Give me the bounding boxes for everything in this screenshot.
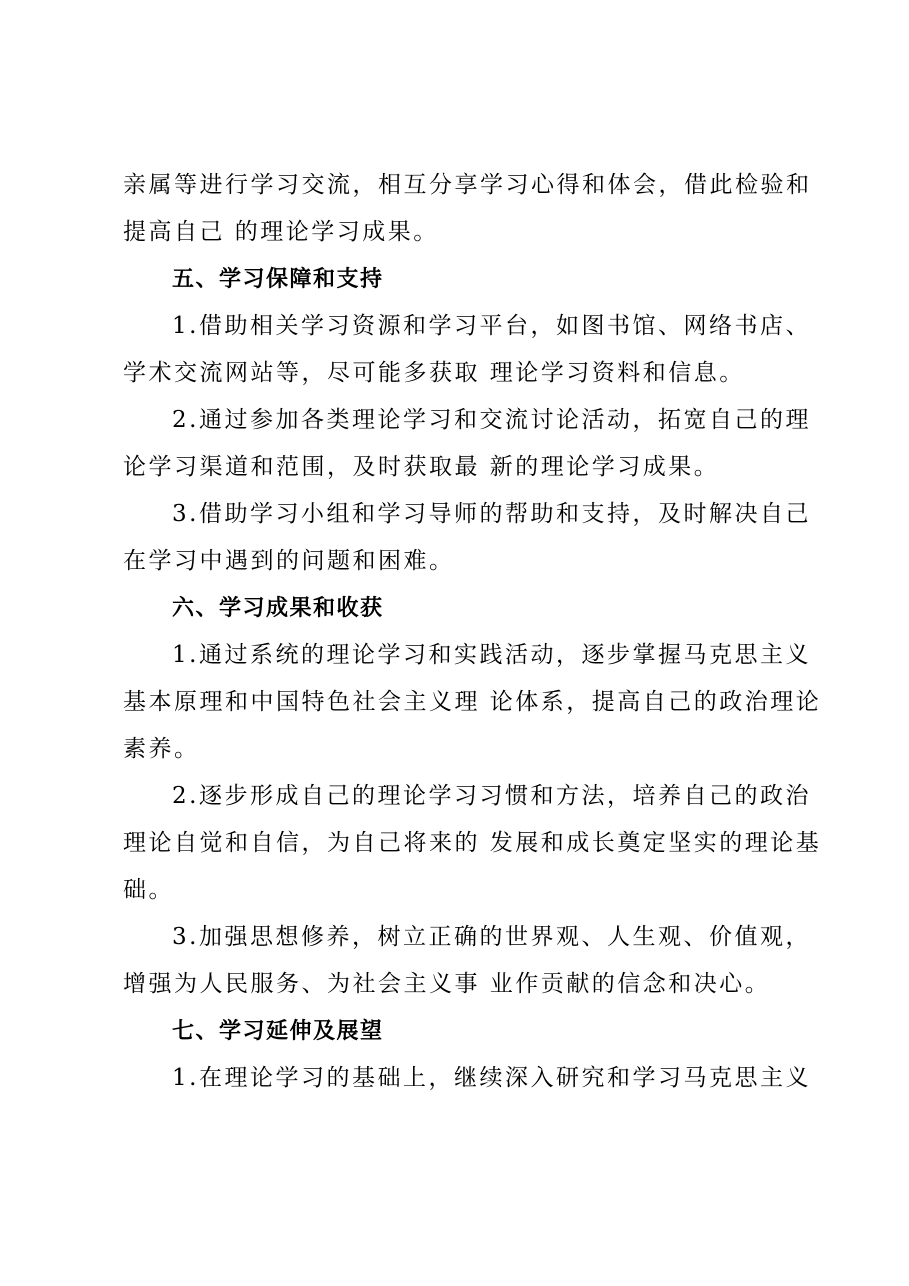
- heading-text: 六、学习成果和收获: [172, 596, 384, 621]
- text-line: 3.借助学习小组和学习导师的帮助和支持，及时解决自己: [172, 501, 811, 527]
- text-line: 增强为人民服务、为社会主义事 业作贡献的信念和决心。: [123, 971, 771, 997]
- paragraph-item: [123, 397, 811, 491]
- text-line: 在学习中遇到的问题和困难。: [123, 548, 455, 574]
- paragraph-item: [123, 773, 822, 914]
- document-body: [123, 162, 822, 1102]
- paragraph-item: [123, 303, 811, 397]
- text-line: 3.加强思想修养，树立正确的世界观、人生观、价值观，: [172, 924, 811, 950]
- text-line: 理论自觉和自信，为自己将来的 发展和成长奠定坚实的理论基: [123, 830, 822, 856]
- text-line: 2.通过参加各类理论学习和交流讨论活动，拓宽自己的理: [172, 407, 811, 433]
- section-heading-5: [123, 256, 803, 303]
- text-line: 论学习渠道和范围，及时获取最 新的理论学习成果。: [123, 454, 720, 480]
- paragraph-item: [123, 1055, 811, 1102]
- text-line: 学术交流网站等，尽可能多获取 理论学习资料和信息。: [123, 360, 745, 386]
- paragraph-item: [123, 914, 811, 1008]
- text-line: 2.逐步形成自己的理论学习习惯和方法，培养自己的政治: [172, 783, 811, 809]
- text-line: 1.借助相关学习资源和学习平台，如图书馆、网络书店、: [172, 313, 811, 339]
- text-line: 提高自己 的理论学习成果。: [123, 219, 439, 245]
- section-heading-7: [123, 1008, 803, 1055]
- text-line: 1.在理论学习的基础上，继续深入研究和学习马克思主义: [172, 1065, 811, 1091]
- text-line: 1.通过系统的理论学习和实践活动，逐步掌握马克思主义: [172, 642, 811, 668]
- section-heading-6: [123, 585, 803, 632]
- heading-text: 七、学习延伸及展望: [172, 1019, 384, 1044]
- text-line: 素养。: [123, 736, 200, 762]
- paragraph-item: [123, 491, 811, 585]
- heading-text: 五、学习保障和支持: [172, 267, 384, 292]
- text-line: 基本原理和中国特色社会主义理 论体系，提高自己的政治理论: [123, 689, 822, 715]
- paragraph-continuation: [123, 162, 812, 256]
- text-line: 亲属等进行学习交流，相互分享学习心得和体会，借此检验和: [123, 172, 812, 198]
- paragraph-item: [123, 632, 822, 773]
- text-line: 础。: [123, 877, 174, 903]
